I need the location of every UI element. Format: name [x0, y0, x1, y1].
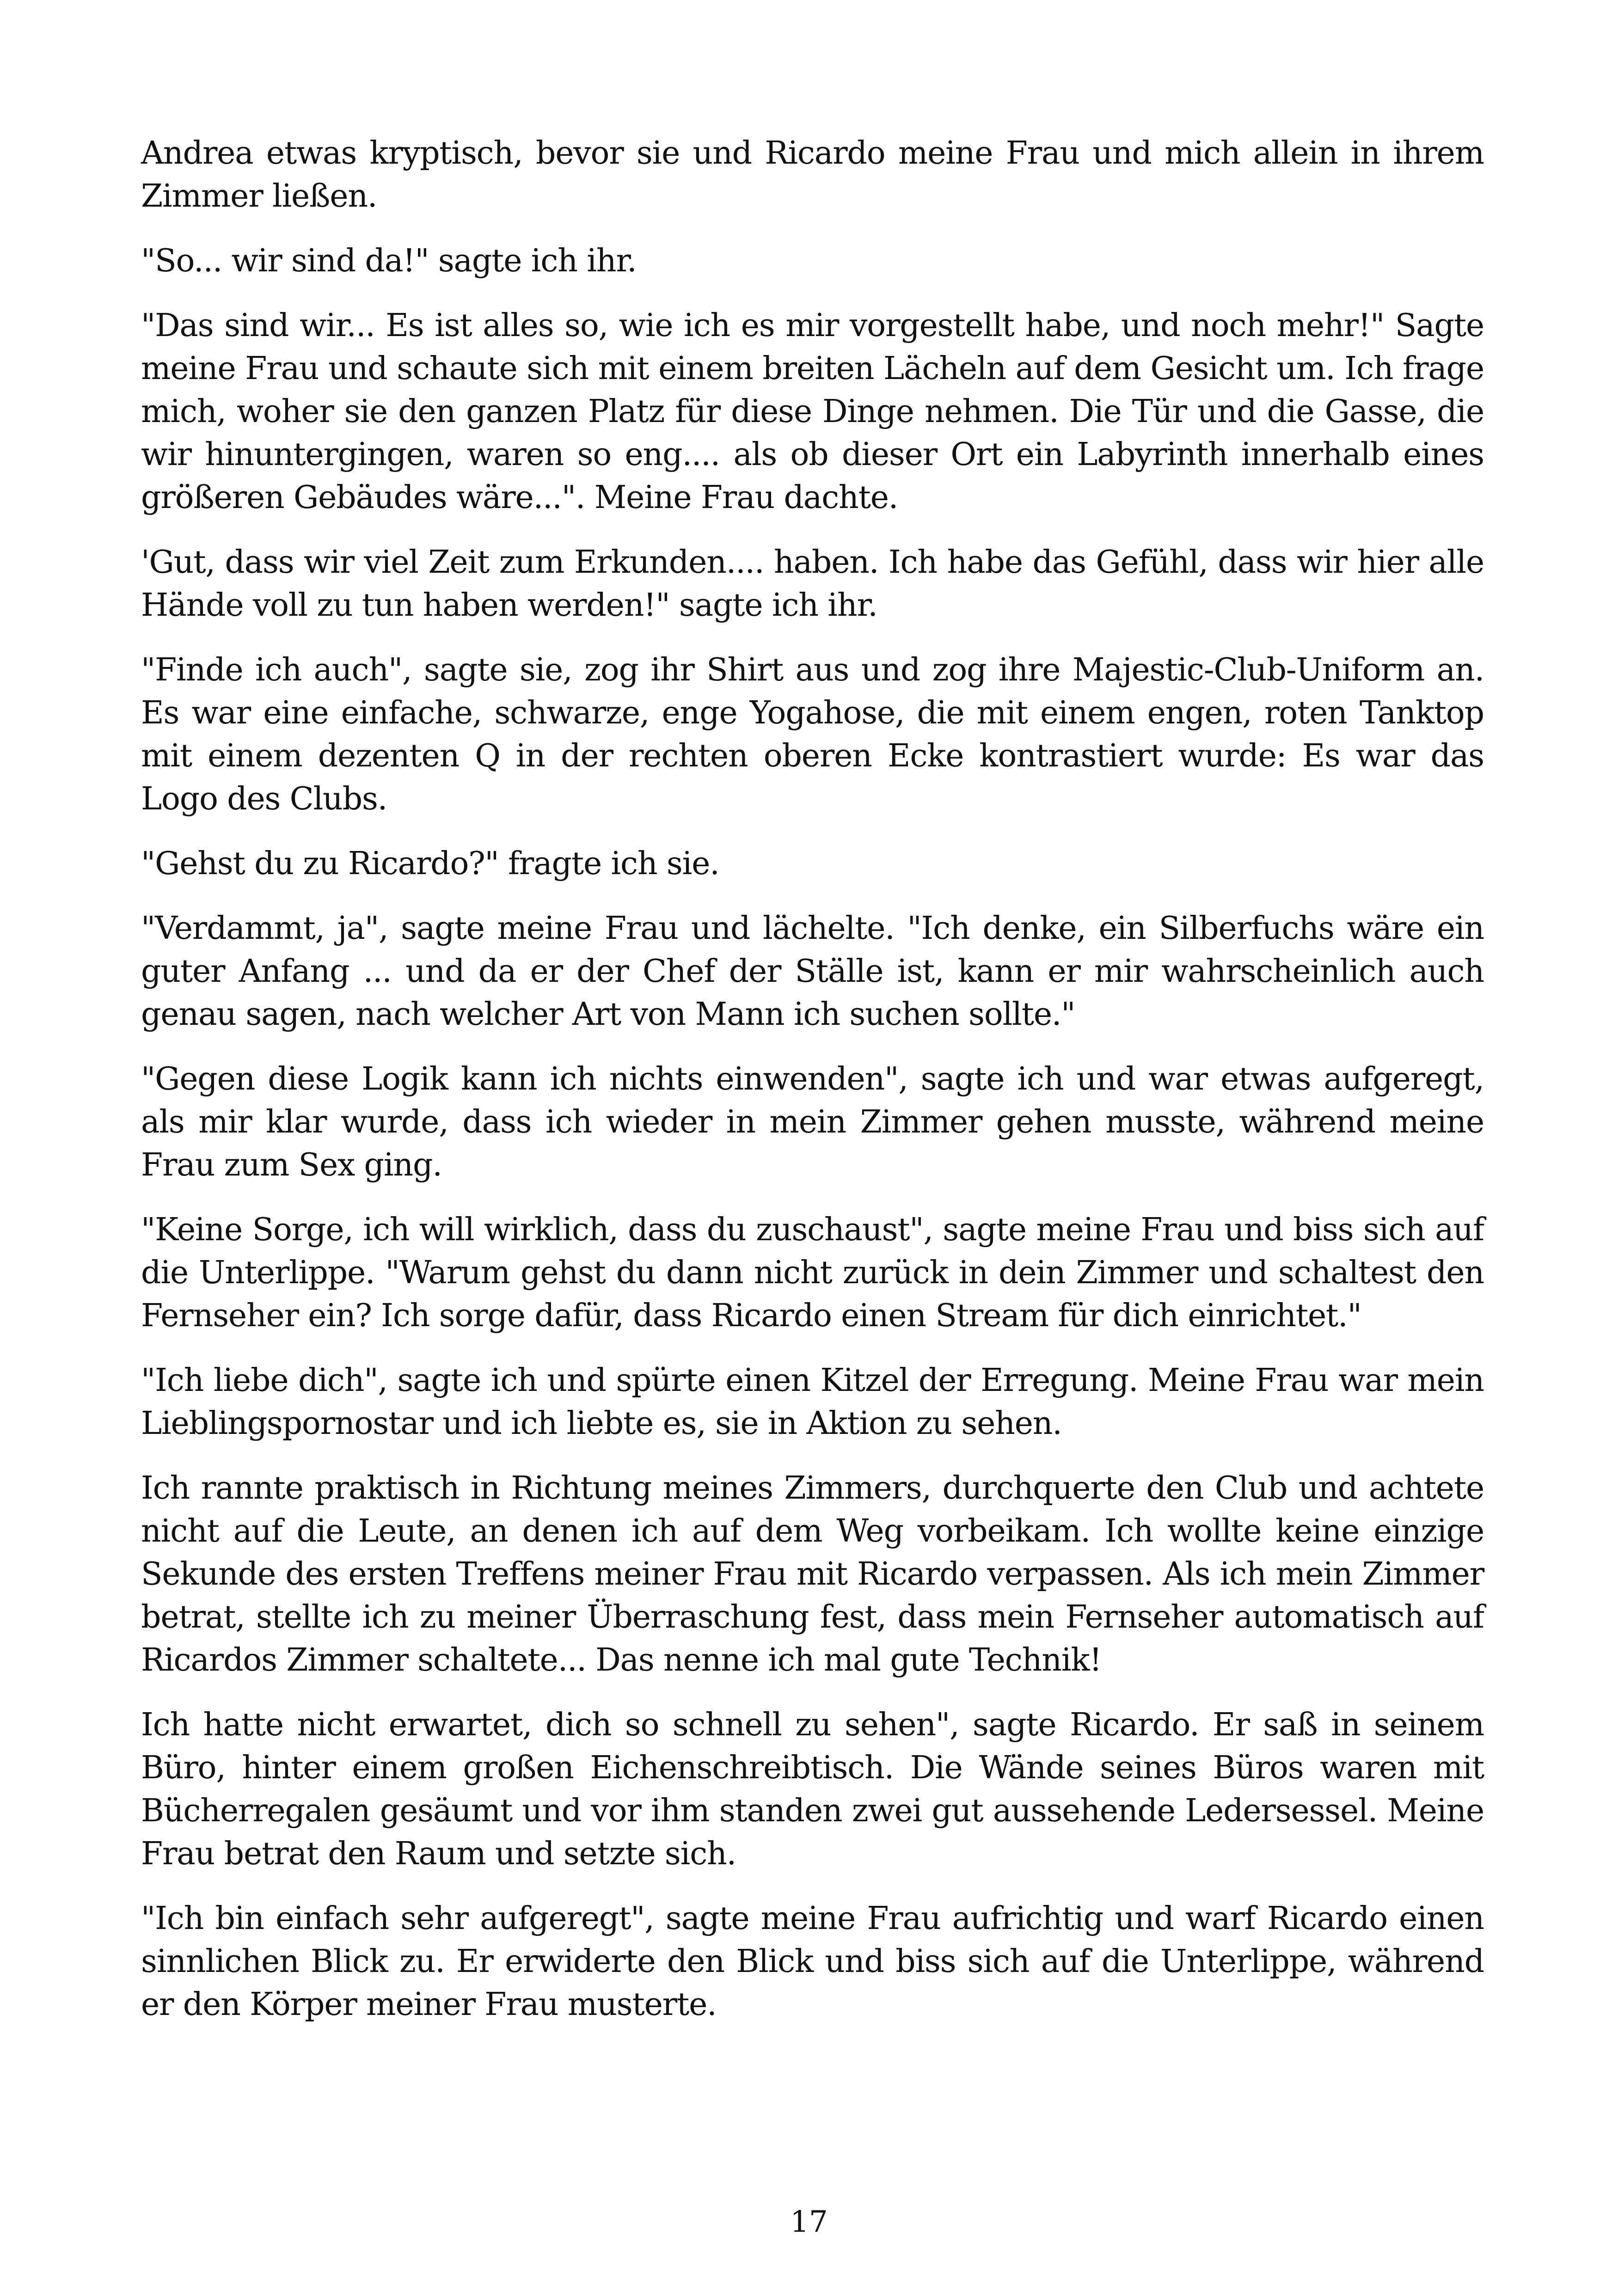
body-text [141, 132, 1484, 2048]
paragraph: "Gegen diese Logik kann ich nichts einwenden", sagte ich und war etwas aufgeregt, als mir klar wurde, dass ich wieder in mein Zimmer gehen musste, während meine Frau zum Sex ging. [141, 1061, 1484, 1183]
paragraph: Andrea etwas kryptisch, bevor sie und Ricardo meine Frau und mich allein in ihrem Zimmer ließen. [141, 135, 1484, 214]
paragraph: "So... wir sind da!" sagte ich ihr. [141, 243, 637, 279]
paragraph: Ich hatte nicht erwartet, dich so schnell zu sehen", sagte Ricardo. Er saß in seinem Büro, hinter einem großen Eichenschreibtisch. Die Wände seines Büros waren mit Bücherregalen gesäumt und vor ihm standen zwei gut aussehende Ledersessel. Meine Frau betrat den Raum und setzte sich. [141, 1707, 1484, 1872]
page-number: 17 [790, 2205, 828, 2239]
paragraph: "Keine Sorge, ich will wirklich, dass du zuschaust", sagte meine Frau und biss sich auf die Unterlippe. "Warum gehst du dann nicht zurück in dein Zimmer und schaltest den Fernseher ein? Ich sorge dafür, dass Ricardo einen Stream für dich einrichtet." [141, 1212, 1484, 1334]
paragraph: "Ich liebe dich", sagte ich und spürte einen Kitzel der Erregung. Meine Frau war mein Lieblingspornostar und ich liebte es, sie in Aktion zu sehen. [141, 1362, 1484, 1442]
paragraph: Ich rannte praktisch in Richtung meines Zimmers, durchquerte den Club und achtete nicht auf die Leute, an denen ich auf dem Weg vorbeikam. Ich wollte keine einzige Sekunde des ersten Treffens meiner Frau mit Ricardo verpassen. Als ich mein Zimmer betrat, stellte ich zu meiner Überraschung fest, dass mein Fernseher automatisch auf Ricardos Zimmer schaltete... Das nenne ich mal gute Technik! [141, 1470, 1484, 1678]
paragraph: "Gehst du zu Ricardo?" fragte ich sie. [141, 845, 719, 882]
paragraph: 'Gut, dass wir viel Zeit zum Erkunden.... haben. Ich habe das Gefühl, dass wir hier alle Hände voll zu tun haben werden!" sagte ich ihr. [141, 544, 1484, 624]
paragraph: "Verdammt, ja", sagte meine Frau und lächelte. "Ich denke, ein Silberfuchs wäre ein guter Anfang ... und da er der Chef der Ställe ist, kann er mir wahrscheinlich auch genau sagen, nach welcher Art von Mann ich suchen sollte." [141, 910, 1484, 1033]
paragraph: "Das sind wir... Es ist alles so, wie ich es mir vorgestellt habe, und noch mehr!" Sagte meine Frau und schaute sich mit einem breiten Lächeln auf dem Gesicht um. Ich frage mich, woher sie den ganzen Platz für diese Dinge nehmen. Die Tür und die Gasse, die wir hinuntergingen, waren so eng.... als ob dieser Ort ein Labyrinth innerhalb eines größeren Gebäudes wäre...". Meine Frau dachte. [141, 307, 1484, 516]
paragraph: "Ich bin einfach sehr aufgeregt", sagte meine Frau aufrichtig und warf Ricardo einen sinnlichen Blick zu. Er erwiderte den Blick und biss sich auf die Unterlippe, während er den Körper meiner Frau musterte. [141, 1900, 1484, 2023]
paragraph: "Finde ich auch", sagte sie, zog ihr Shirt aus und zog ihre Majestic-Club-Uniform an. Es war eine einfache, schwarze, enge Yogahose, die mit einem engen, roten Tanktop mit einem dezenten Q in der rechten oberen Ecke kontrastiert wurde: Es war das Logo des Clubs. [141, 652, 1484, 817]
